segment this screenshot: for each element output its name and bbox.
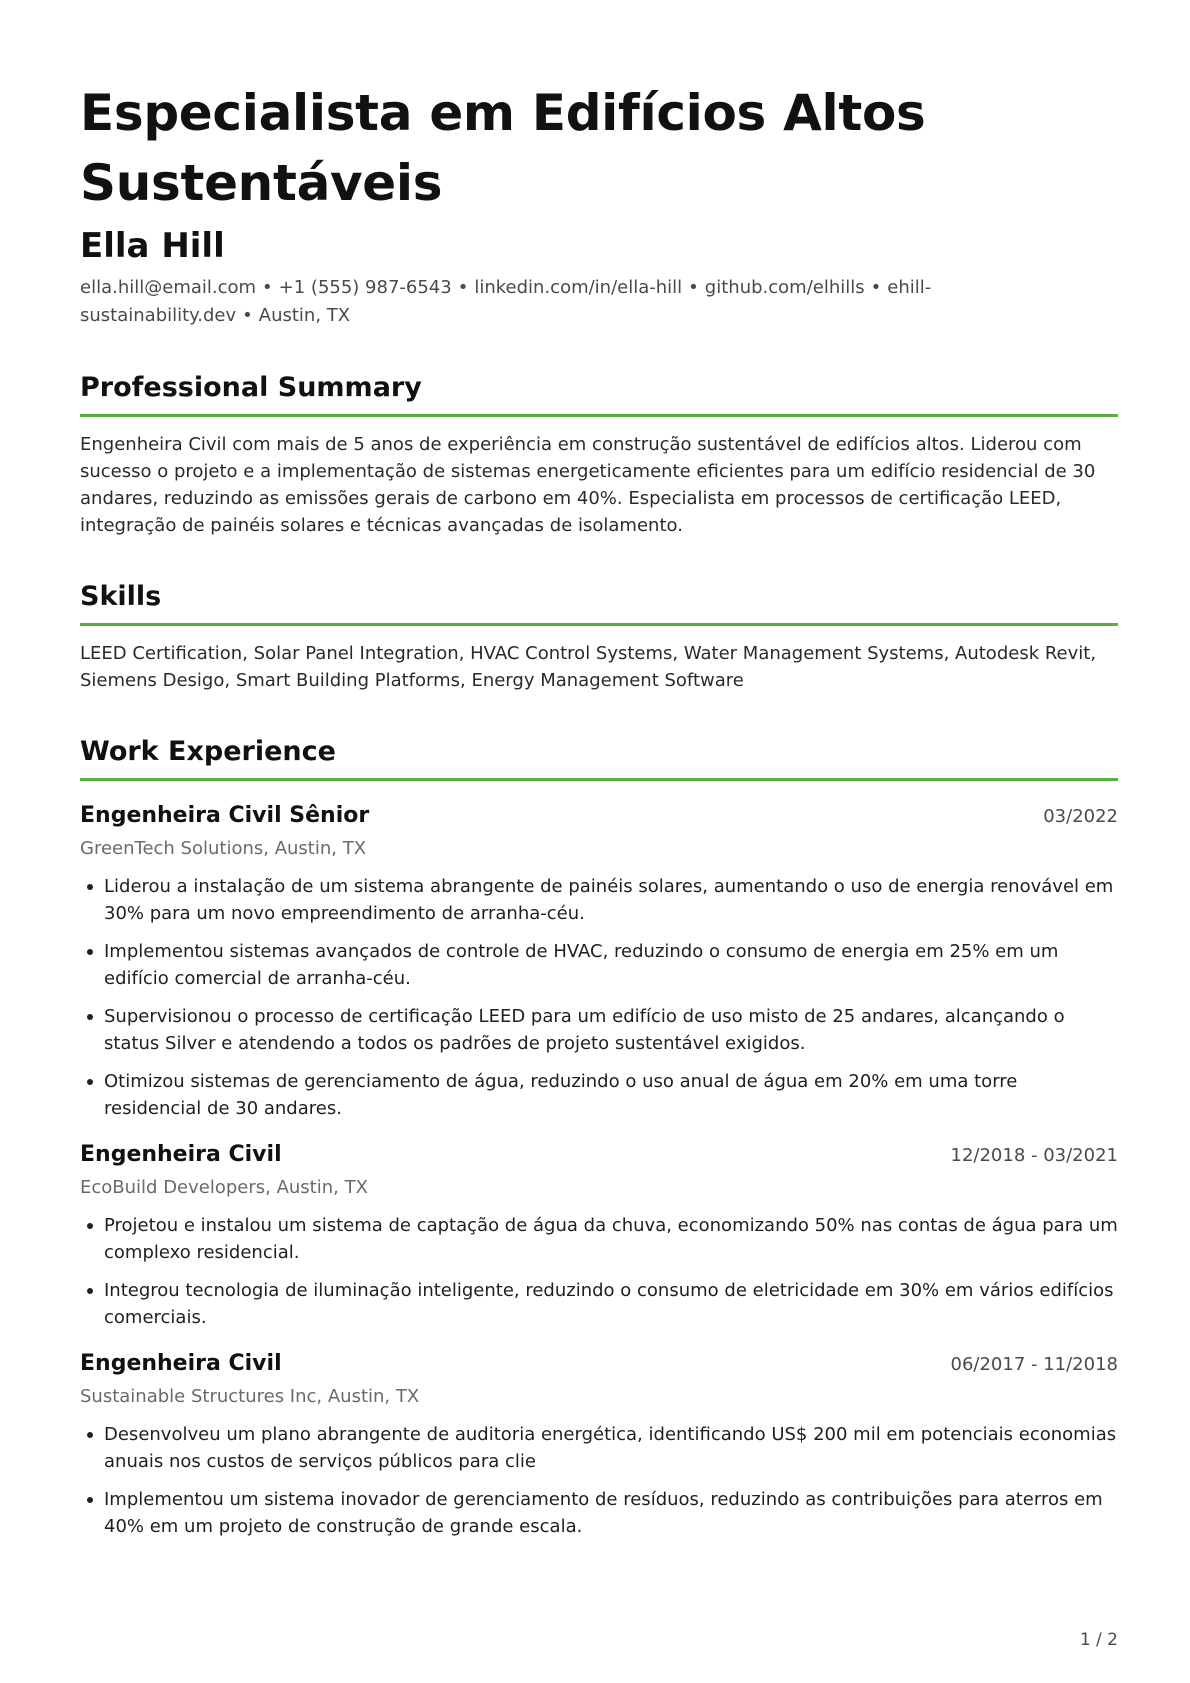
experience-heading: Work Experience <box>80 734 1118 781</box>
bullet-icon <box>87 1288 93 1294</box>
job-title: Engenheira Civil <box>80 1142 282 1167</box>
job-entry <box>80 1140 1118 1331</box>
job-date: 03/2022 <box>1043 806 1118 827</box>
bullet-icon <box>87 1497 93 1503</box>
contact-location: Austin, TX <box>258 305 351 326</box>
job-company: GreenTech Solutions, Austin, TX <box>80 838 367 859</box>
document-title: Especialista em Edifícios Altos Sustentáveis <box>80 84 926 212</box>
bullet-icon <box>87 1079 93 1085</box>
job-bullet <box>80 1003 1118 1057</box>
experience-section <box>80 734 1118 1540</box>
skills-section <box>80 579 1118 694</box>
job-entry <box>80 1349 1118 1540</box>
job-bullet-text: Otimizou sistemas de gerenciamento de água, reduzindo o uso anual de água em 20% em uma torre residencial de 30 andares. <box>104 1071 1018 1119</box>
job-list <box>80 801 1118 1540</box>
job-bullet-text: Implementou sistemas avançados de controle de HVAC, reduzindo o consumo de energia em 25% em um edifício comercial de arranha-céu. <box>104 941 1059 989</box>
summary-text: Engenheira Civil com mais de 5 anos de experiência em construção sustentável de edifícios altos. Liderou com sucesso o projeto e a implementação de sistemas energeticamente eficientes para um edifício residencial de 30 andares, reduzindo as emissões gerais de carbono em 40%. Especialista em processos de certificação LEED, integração de painéis solares e técnicas avançadas de isolamento. <box>80 434 1096 536</box>
contact-linkedin[interactable]: linkedin.com/in/ella-hill <box>474 277 683 298</box>
job-bullet-text: Supervisionou o processo de certificação LEED para um edifício de uso misto de 25 andares, alcançando o status Silver e atendendo a todos os padrões de projeto sustentável exigidos. <box>104 1006 1065 1054</box>
job-company: EcoBuild Developers, Austin, TX <box>80 1177 368 1198</box>
bullet-icon <box>87 1014 93 1020</box>
job-title: Engenheira Civil <box>80 1351 282 1376</box>
job-bullet <box>80 1212 1118 1266</box>
bullet-icon <box>87 949 93 955</box>
job-date: 06/2017 - 11/2018 <box>950 1354 1118 1375</box>
job-bullet <box>80 1068 1118 1122</box>
job-header <box>80 1140 1118 1170</box>
contact-phone[interactable]: +1 (555) 987-6543 <box>278 277 452 298</box>
job-bullet-text: Projetou e instalou um sistema de captação de água da chuva, economizando 50% nas contas de água para um complexo residencial. <box>104 1215 1118 1263</box>
job-bullet-list <box>80 1421 1118 1540</box>
job-bullet-text: Liderou a instalação de um sistema abrangente de painéis solares, aumentando o uso de energia renovável em 30% para um novo empreendimento de arranha-céu. <box>104 876 1114 924</box>
job-bullet <box>80 1277 1118 1331</box>
job-bullet <box>80 938 1118 992</box>
job-bullet-list <box>80 873 1118 1122</box>
job-header <box>80 801 1118 831</box>
contact-separator: • <box>870 277 882 298</box>
contact-separator: • <box>242 305 253 326</box>
bullet-icon <box>87 1223 93 1229</box>
job-bullet-text: Implementou um sistema inovador de gerenciamento de resíduos, reduzindo as contribuições para aterros em 40% em um projeto de construção de grande escala. <box>104 1489 1103 1537</box>
person-name: Ella Hill <box>80 226 225 266</box>
contact-separator: • <box>457 277 469 298</box>
job-company: Sustainable Structures Inc, Austin, TX <box>80 1386 420 1407</box>
summary-section <box>80 370 1118 539</box>
contact-github[interactable]: github.com/elhills <box>704 277 865 298</box>
job-bullet-text: Integrou tecnologia de iluminação inteligente, reduzindo o consumo de eletricidade em 30% em vários edifícios comerciais. <box>104 1280 1114 1328</box>
contact-separator: • <box>262 277 273 298</box>
bullet-icon <box>87 884 93 890</box>
job-bullet <box>80 873 1118 927</box>
resume-page <box>80 78 1118 1540</box>
contact-email[interactable]: ella.hill@email.com <box>80 277 257 298</box>
job-header <box>80 1349 1118 1379</box>
contact-line <box>80 274 1118 330</box>
job-bullet-list <box>80 1212 1118 1331</box>
summary-heading: Professional Summary <box>80 370 1118 417</box>
skills-text: LEED Certification, Solar Panel Integration, HVAC Control Systems, Water Management Systems, Autodesk Revit, Siemens Desigo, Smart Building Platforms, Energy Management Software <box>80 643 1097 691</box>
contact-separator: • <box>688 277 699 298</box>
job-bullet <box>80 1421 1118 1475</box>
job-date: 12/2018 - 03/2021 <box>950 1145 1118 1166</box>
page-indicator: 1 / 2 <box>1079 1630 1118 1650</box>
contact-website[interactable]: ehill-sustainability.dev <box>80 277 932 326</box>
skills-heading: Skills <box>80 579 1118 626</box>
job-entry <box>80 801 1118 1122</box>
job-title: Engenheira Civil Sênior <box>80 803 370 828</box>
job-bullet-text: Desenvolveu um plano abrangente de auditoria energética, identificando US$ 200 mil em potenciais economias anuais nos custos de serviços públicos para clie <box>104 1424 1117 1472</box>
job-bullet <box>80 1486 1118 1540</box>
bullet-icon <box>87 1432 93 1438</box>
